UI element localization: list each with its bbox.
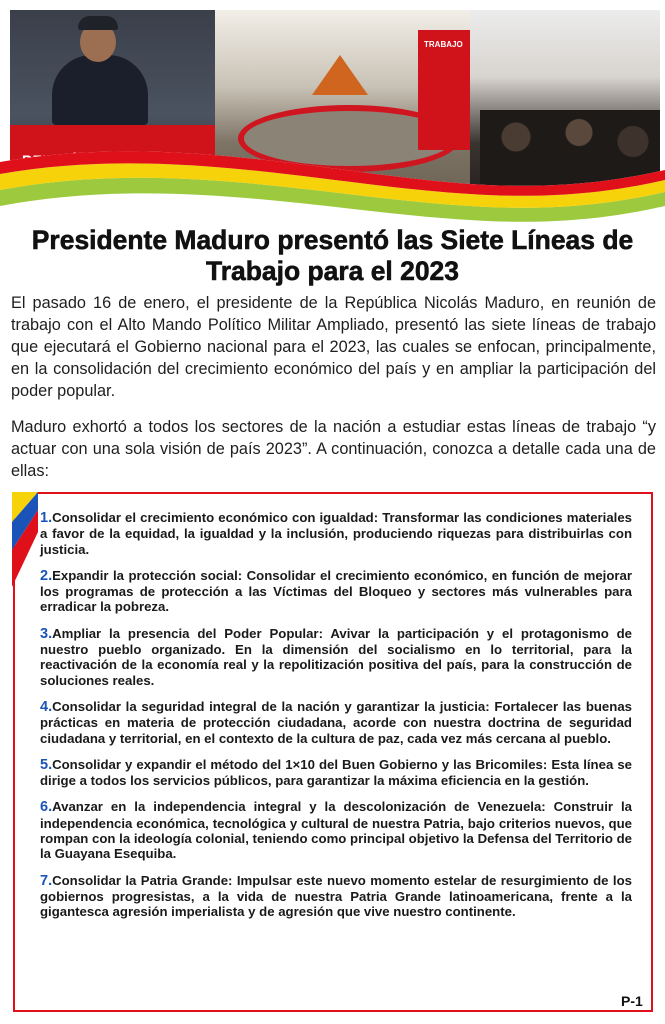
work-line-2	[40, 568, 632, 615]
line-text: Avanzar en la independencia integral y la descolonización de Venezuela: Construir la independencia económica, tecnológica y cultural de nuestra Patria, bajo criterios nuevos, que rompan con la ideología colonial, teniendo como principal objetivo la Defensa del Territorio de la Guayana Esequiba.	[40, 799, 632, 862]
flag-wave-decoration	[0, 140, 665, 232]
line-number: 4.	[40, 698, 53, 715]
line-number: 6.	[40, 799, 53, 816]
work-line-5	[40, 757, 632, 789]
line-text: Consolidar el crecimiento económico con igualdad: Transformar las condiciones materiales a favor de la equidad, la igualdad y la inclusión, produciendo riquezas para distribuirlas con justicia.	[40, 510, 632, 557]
intro-paragraph-2: Maduro exhortó a todos los sectores de la nación a estudiar estas líneas de trabajo “y actuar con una sola visión de país 2023”. A continuación, conozca a detalle cada una de ellas:	[11, 418, 656, 480]
work-line-7	[40, 873, 632, 920]
work-lines-list	[40, 510, 632, 931]
line-number: 5.	[40, 756, 53, 773]
line-text: Expandir la protección social: Consolidar el crecimiento económico, en función de mejorar los programas de protección a las Víctimas del Bloqueo y sectores más vulnerables para erradicar la pobreza.	[40, 567, 632, 615]
ceiling-lamp	[312, 55, 368, 95]
page-number: P-1	[621, 993, 643, 1009]
work-line-3	[40, 626, 632, 688]
work-line-6	[40, 799, 632, 861]
line-text: Ampliar la presencia del Poder Popular: Avivar la participación y el protagonismo de nuestro pueblo organizado. En la dimensión del socialismo en lo territorial, para la reactivación de la economía real y la repolitización positiva del país, para la construcción de soluciones reales.	[40, 625, 632, 688]
speaker-figure	[52, 55, 148, 125]
speaker-cap	[78, 16, 118, 30]
headline: Presidente Maduro presentó las Siete Líneas de Trabajo para el 2023	[31, 225, 634, 286]
work-line-1	[40, 510, 632, 557]
line-number: 3.	[40, 625, 53, 642]
intro-paragraph-1: El pasado 16 de enero, el presidente de la República Nicolás Maduro, en reunión de trabajo con el Alto Mando Político Militar Ampliado, presentó las siete líneas de trabajo que ejecutará el Gobierno nacional para el 2023, las cuales se enfocan, principalmente, en la consolidación del crecimiento económico del país y en ampliar la participación del poder popular.	[11, 294, 656, 400]
backdrop-text: TRABAJO	[424, 40, 463, 49]
corner-flag-icon	[12, 492, 38, 587]
line-number: 1.	[40, 510, 53, 526]
line-text: Consolidar la seguridad integral de la nación y garantizar la justicia: Fortalecer las buenas prácticas en materia de protección ciudadana, acorde con nuestra doctrina de seguridad ciudadana y territorial, en el contexto de la cultura de paz, cada vez más cercana al pueblo.	[40, 698, 632, 746]
hero-banner	[0, 0, 665, 232]
line-text: Consolidar la Patria Grande: Impulsar este nuevo momento estelar de resurgimiento de los gobiernos progresistas, a la vida de nuestra Patria Grande latinoamericana, frente a la gigantesca agresión imperialista y de agresión que vive nuestro continente.	[40, 872, 632, 920]
work-line-4	[40, 699, 632, 746]
line-number: 2.	[40, 567, 53, 584]
line-text: Consolidar y expandir el método del 1×10 del Buen Gobierno y las Bricomiles: Esta línea se dirige a todos los servicios públicos, para garantizar la máxima eficiencia en la gestión.	[40, 756, 632, 789]
line-number: 7.	[40, 872, 53, 889]
